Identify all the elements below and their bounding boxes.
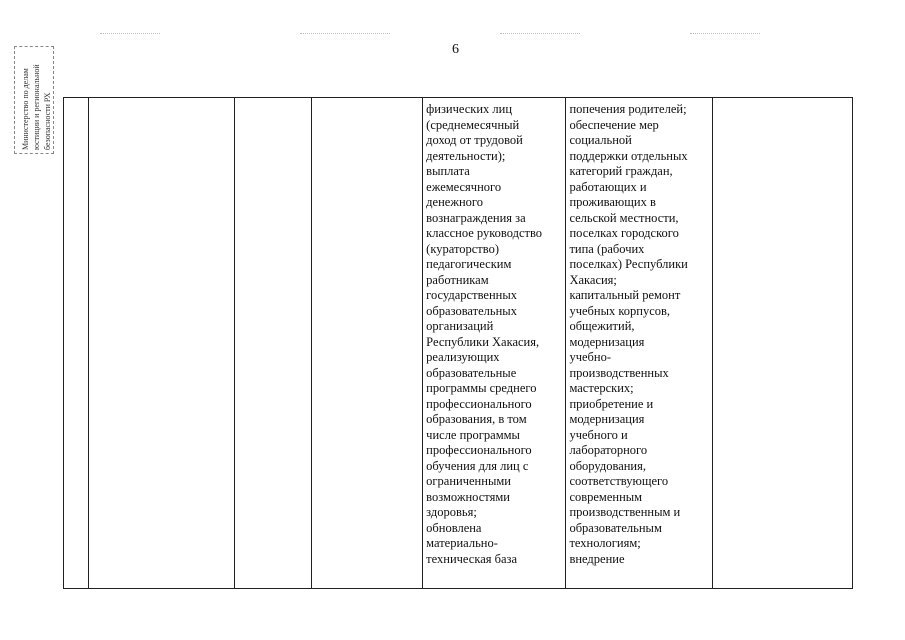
table-cell-results (423, 98, 566, 589)
stamp-line: Министерство по делам (21, 68, 30, 150)
cell-text-line: образовательные (426, 365, 517, 380)
cell-text-line: поддержки отдельных (569, 148, 688, 163)
cell-text-line: программы среднего (426, 381, 537, 395)
stamp-line: юстиции и региональной (32, 64, 41, 150)
cell-text-line: поселках) Республики (569, 257, 688, 271)
cell-text-line: капитальный ремонт (569, 288, 681, 302)
top-edge-mark (500, 33, 580, 35)
table-row (64, 98, 853, 589)
cell-text-line: мастерских; (569, 381, 634, 395)
cell-text-line: классное руководство (426, 226, 543, 240)
cell-text-line: производственным и (569, 505, 681, 519)
cell-text-line: попечения родителей; (569, 102, 687, 116)
top-edge-mark (690, 33, 760, 35)
cell-text-line: материально- (426, 536, 498, 550)
cell-text-line: обеспечение мер (569, 117, 659, 132)
cell-text-line: техническая база (426, 551, 518, 566)
top-edge-mark (300, 33, 390, 35)
cell-text-line: доход от трудовой (426, 133, 523, 147)
cell-text-line: денежного (426, 195, 483, 209)
cell-text-line: учебных корпусов, (569, 303, 671, 318)
page-number: 6 (452, 42, 459, 57)
program-table (63, 97, 853, 589)
cell-text-line: модернизация (569, 334, 645, 349)
table-cell-period (312, 98, 423, 589)
cell-text-line: работникам (426, 272, 489, 287)
cell-text-line: образовательных (426, 303, 517, 318)
cell-text-line: учебно- (569, 350, 611, 364)
cell-text-line: приобретение и (569, 396, 654, 411)
cell-text-line: (кураторство) (426, 241, 499, 256)
cell-text-line: педагогическим (426, 257, 512, 271)
table-cell-activities (566, 98, 712, 589)
cell-text-line: реализующих (426, 350, 500, 364)
cell-text-line: (среднемесячный (426, 117, 520, 132)
cell-text-line: ежемесячного (426, 179, 502, 194)
cell-text-line: физических лиц (426, 102, 513, 116)
cell-text-line: выплата (426, 164, 470, 178)
cell-text-line: внедрение (569, 551, 625, 566)
cell-text-line: общежитий, (569, 319, 635, 333)
stamp-line: безопасности РХ (43, 92, 52, 150)
cell-text-line: образовательным (569, 520, 662, 535)
cell-text-line: производственных (569, 365, 669, 380)
top-edge-mark (100, 33, 160, 35)
table-cell-executor (235, 98, 312, 589)
cell-text-line: профессионального (426, 396, 532, 411)
cell-text-line: сельской местности, (569, 210, 679, 225)
cell-text-line: обучения для лиц с (426, 458, 529, 473)
cell-text-line: деятельности); (426, 148, 506, 163)
table-cell-name (88, 98, 234, 589)
cell-text-line: соответствующего (569, 474, 669, 488)
cell-text-line: учебного и (569, 427, 628, 442)
cell-text-line: возможностями (426, 489, 510, 504)
cell-text-line: обновлена (426, 520, 482, 535)
cell-text-line: современным (569, 489, 643, 504)
cell-text-line: лабораторного (569, 443, 648, 457)
cell-text-line: работающих и (569, 179, 647, 194)
cell-text-line: здоровья; (426, 505, 477, 519)
cell-text-line: модернизация (569, 412, 645, 426)
cell-text-line: вознаграждения за (426, 210, 526, 225)
cell-text-line: поселках городского (569, 226, 679, 240)
cell-text-line: организаций (426, 319, 494, 333)
cell-text-line: ограниченными (426, 474, 511, 488)
cell-text-line: Республики Хакасия, (426, 334, 540, 349)
table-cell-indicators (712, 98, 852, 589)
cell-text-line: проживающих в (569, 195, 656, 209)
cell-text-line: Хакасия; (569, 272, 617, 287)
cell-text-line: категорий граждан, (569, 164, 673, 178)
cell-text-line: типа (рабочих (569, 241, 645, 256)
cell-text-line: профессионального (426, 443, 532, 457)
cell-text-line: числе программы (426, 427, 520, 442)
cell-text-line: образования, в том (426, 412, 527, 426)
cell-text-line: государственных (426, 288, 517, 302)
stamp-text (20, 54, 56, 150)
cell-text-line: оборудования, (569, 458, 646, 473)
cell-text-line: социальной (569, 133, 632, 147)
table-cell-number (64, 98, 89, 589)
cell-text-line: технологиям; (569, 536, 641, 550)
